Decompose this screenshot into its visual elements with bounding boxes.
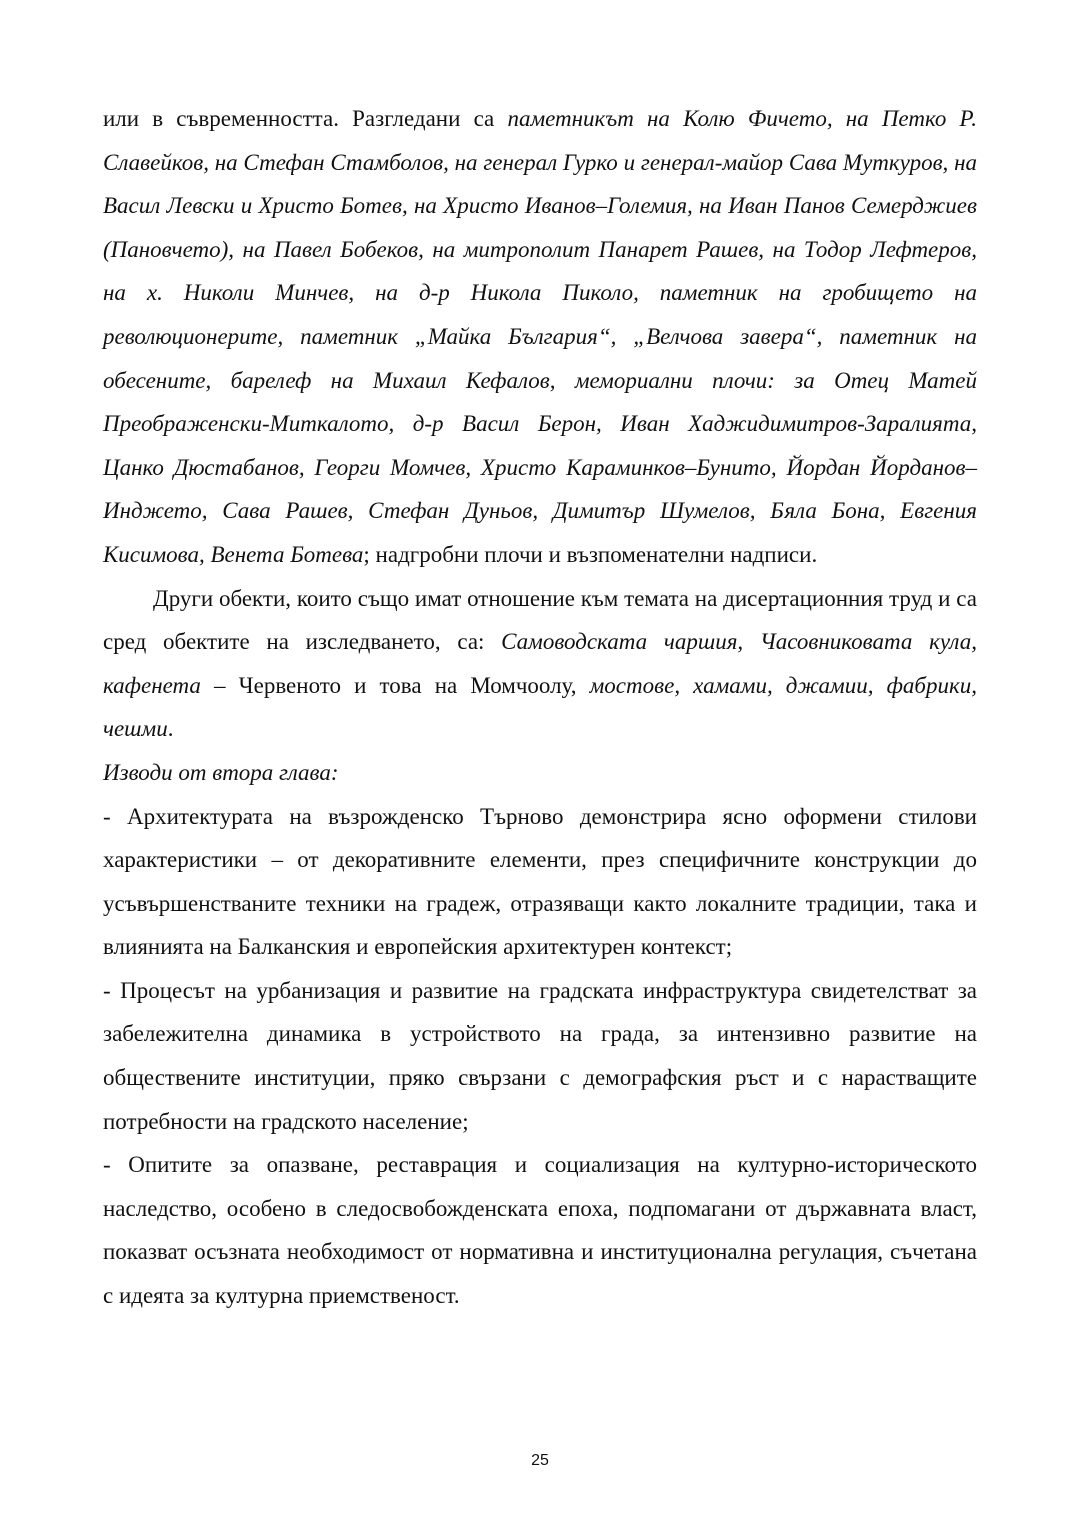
paragraph-middle-text: – Червеното и това на Момчоолу, <box>200 672 590 698</box>
conclusion-item: - Архитектурата на възрожденско Търново демонстрира ясно оформени стилови характеристики – от декоративните елементи, през специфичните конструкции до усъвършенстваните техники на градеж, отразяващи както локалните традиции, така и влиянията на Балканския и европейския архитектурен контекст; <box>103 803 977 960</box>
conclusion-item: - Опитите за опазване, реставрация и социализация на културно-историческото наследство, особено в следосвобожденската епоха, подпомагани от държавната власт, показват осъзната необходимост от нормативна и институционална регулация, съчетана с идеята за културна приемственост. <box>103 1152 977 1309</box>
other-objects-paragraph <box>103 577 977 751</box>
monuments-paragraph <box>103 97 977 577</box>
monuments-list: паметникът на Колю Фичето, на Петко Р. Славейков, на Стефан Стамболов, на генерал Гурко и генерал-майор Сава Муткуров, на Васил Левски и Христо Ботев, на Христо Иванов–Големия, на Иван Панов Семерджиев (Пановчето), на Павел Бобеков, на митрополит Панарет Рашев, на Тодор Лефтеров, на х. Николи Минчев, на д-р Никола Пиколо, паметник на гробището на революционерите, паметник „Майка България“, „Велчова завера“, паметник на обесените, барелеф на Михаил Кефалов, мемориални плочи: за Отец Матей Преображенски-Миткалото, д-р Васил Берон, Иван Хаджидимитров-Заралията, Цанко Дюстабанов, Георги Момчев, Христо Караминков–Бунито, Йордан Йорданов–Инджето, Сава Рашев, Стефан Дуньов, Димитър Шумелов, Бяла Бона, Евгения Кисимова, Венета Ботева <box>103 106 977 567</box>
paragraph-tail-text: . <box>167 716 174 742</box>
paragraph-lead-text: Други обекти, които също имат отношение към темата на дисертационния труд и са сред обектите на изследването, са: <box>103 585 977 655</box>
conclusions-heading-text: Изводи от втора глава: <box>103 759 339 785</box>
paragraph-tail-text: ; надгробни плочи и възпоменателни надписи. <box>363 541 818 567</box>
page-number: 25 <box>531 1452 549 1469</box>
conclusion-item: - Процесът на урбанизация и развитие на градската инфраструктура свидетелстват за забележителна динамика в устройството на града, за интензивно развитие на обществените институции, пряко свързани с демографския ръст и с нарастващите потребности на градското население; <box>103 977 977 1134</box>
objects-list: Самоводската чаршия, Часовниковата кула, кафенета <box>103 629 977 698</box>
objects-list-2: мостове, хамами, джамии, фабрики, чешми <box>103 672 977 742</box>
document-page <box>103 97 977 1318</box>
paragraph-lead-text: или в съвременността. Разгледани са <box>103 106 508 131</box>
conclusions-heading <box>103 751 977 795</box>
